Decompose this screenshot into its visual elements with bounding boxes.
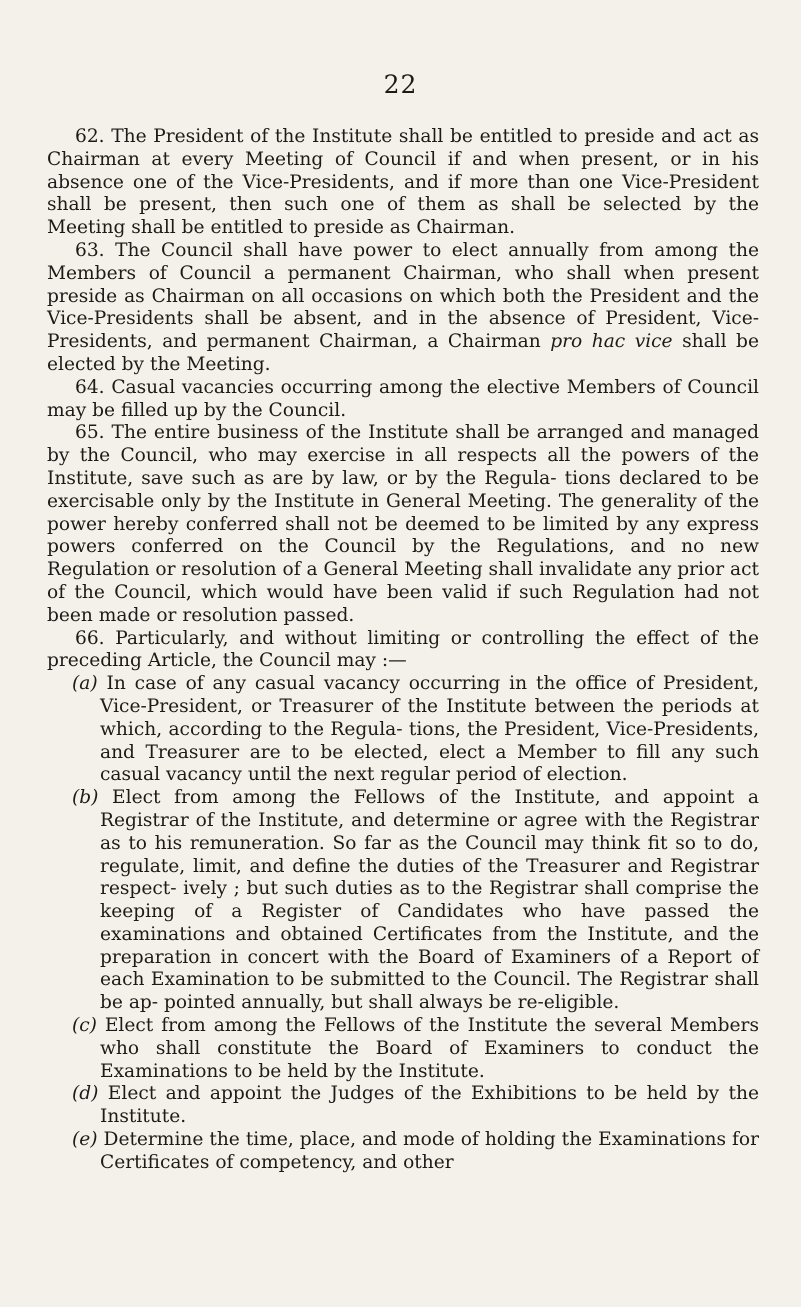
subitem-e: [47, 1129, 759, 1175]
article-65: 65. The entire business of the Institute shall be arranged and managed by the Council, who may exercise in all respects all the powers of the Institute, save such as are by law, or by the Regula- tions declared to be exercisable only by the Institute in General Meeting. The generality of the power hereby conferred shall not be deemed to be limited by any express powers conferred on the Council by the Regulations, and no new Regulation or resolution of a General Meeting shall invalidate any prior act of the Council, which would have been valid if such Regulation had not been made or resolution passed.: [47, 422, 759, 626]
subitem-d: [47, 1083, 759, 1129]
article-64: 64. Casual vacancies occurring among the elective Members of Council may be filled up by the Council.: [47, 376, 759, 421]
subitem-text: Elect and appoint the Judges of the Exhibitions to be held by the Institute.: [100, 1083, 759, 1128]
article-63: [47, 240, 759, 377]
article-63-text: 63. The Council shall have power to elect annually from among the Members of Council a permanent Chairman, who shall when present preside as Chairman on all occasions on which both the President and the Vice-Presidents shall be absent, and in the absence of President, Vice-Presidents, and permanent Chairman, a Chairman: [47, 239, 759, 353]
subitem-c: [47, 1015, 759, 1083]
subitem-b: [47, 787, 759, 1015]
subitem-text: Elect from among the Fellows of the Institute the several Members who shall constitute the Board of Examiners to conduct the Examinations to be held by the Institute.: [100, 1015, 759, 1082]
subitem-label: (e): [72, 1129, 98, 1151]
subitem-text: Elect from among the Fellows of the Institute, and appoint a Registrar of the Institute, and determine or agree with the Registrar as to his remuneration. So far as the Council may think fit so to do, regulate, limit, and define the duties of the Treasurer and Registrar respect- ively ; but such duties as to the Registrar shall comprise the keeping of a Register of Candidates who have passed the examinations and obtained Certificates from the Institute, and the preparation in concert with the Board of Examiners of a Report of each Examination to be submitted to the Council. The Registrar shall be ap- pointed annually, but shall always be re-eligible.: [100, 787, 760, 1014]
subitem-text: In case of any casual vacancy occurring in the office of President, Vice-President, or Treasurer of the Institute between the periods at which, according to the Regula- tions, the President, Vice-Presidents, and Treasurer are to be elected, elect a Member to fill any such casual vacancy until the next regular period of election.: [100, 673, 759, 786]
subitem-text: Determine the time, place, and mode of holding the Examinations for Certificates of competency, and other: [100, 1129, 759, 1173]
subitem-label: (b): [72, 787, 99, 809]
subitem-label: (a): [72, 673, 98, 695]
subitem-label: (c): [72, 1015, 97, 1037]
body-text: [47, 126, 759, 1175]
subitem-a: [47, 673, 759, 787]
article-63-latin: pro hac vice: [550, 331, 673, 353]
article-63-end: shall be elected by the Meeting.: [47, 331, 759, 375]
page-number: 22: [383, 70, 418, 99]
article-66: 66. Particularly, and without limiting or controlling the effect of the preceding Article, the Council may :—: [47, 627, 759, 672]
subitem-label: (d): [72, 1083, 99, 1105]
article-62: 62. The President of the Institute shall be entitled to preside and act as Chairman at every Meeting of Council if and when present, or in his absence one of the Vice-Presidents, and if more than one Vice-President shall be present, then such one of them as shall be selected by the Meeting shall be entitled to preside as Chairman.: [47, 126, 759, 239]
